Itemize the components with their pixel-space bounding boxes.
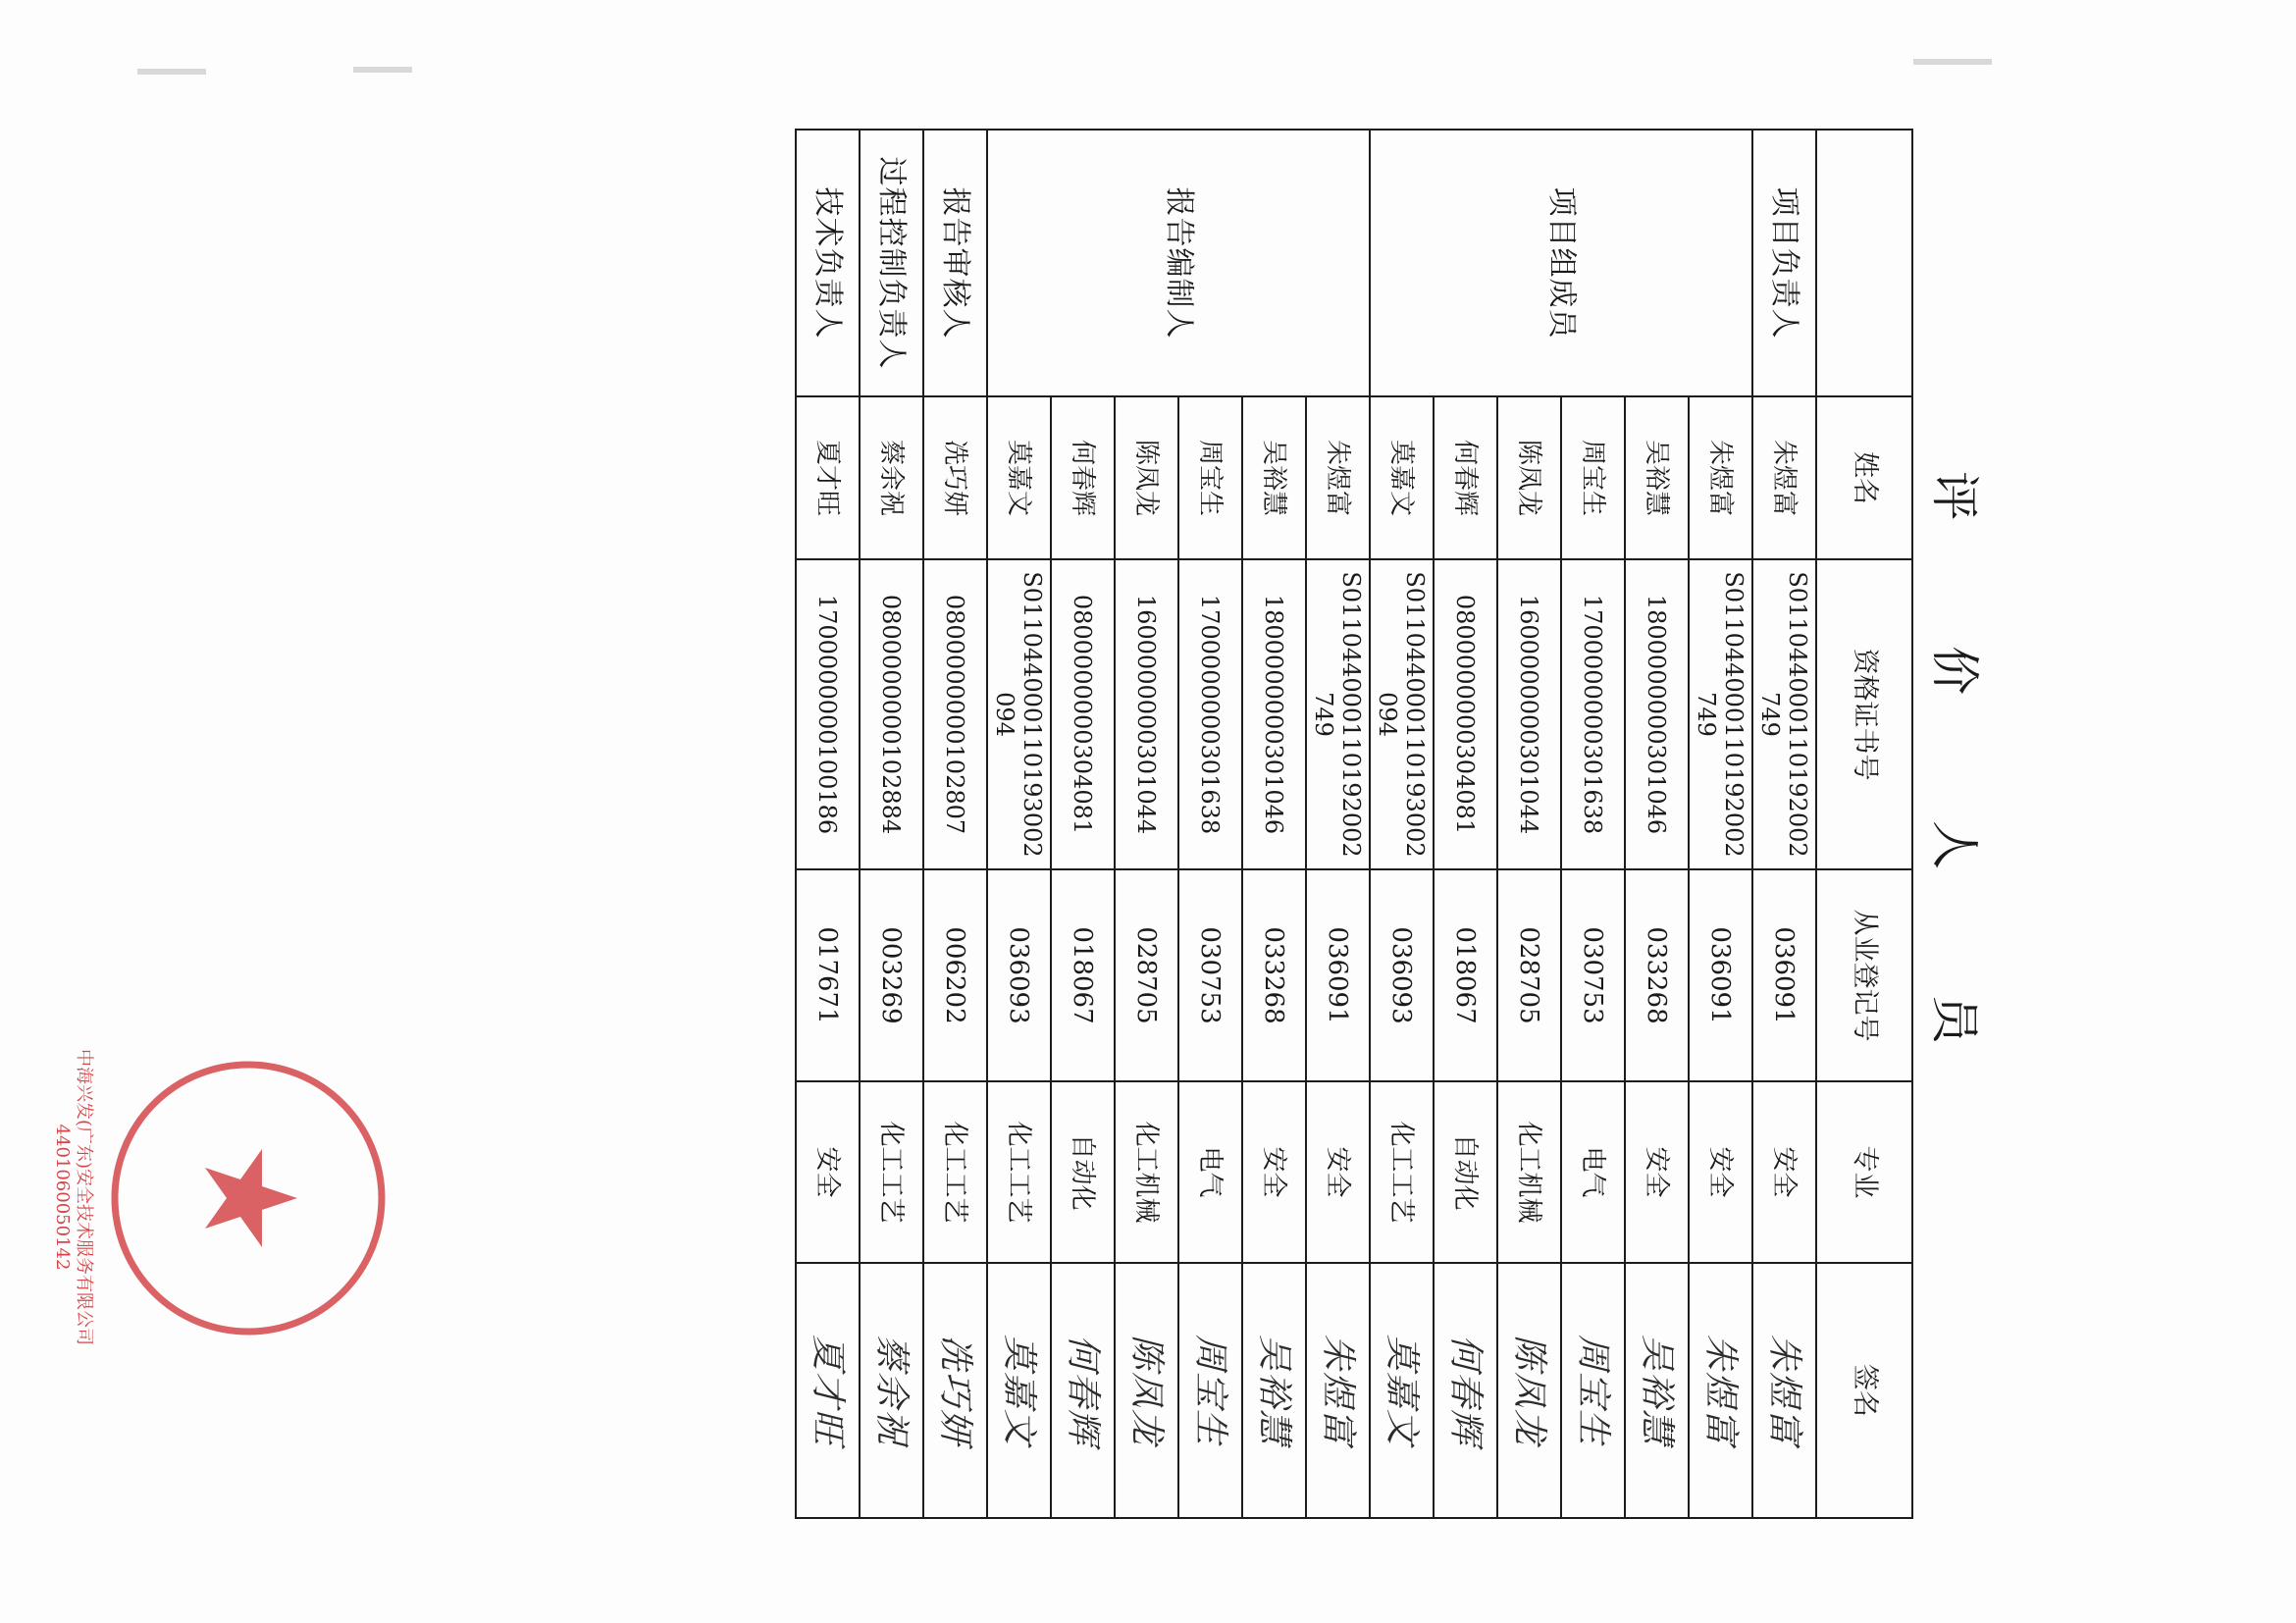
spec-cell: 自动化 xyxy=(1434,1081,1497,1263)
reg-cell: 030753 xyxy=(1178,869,1242,1081)
cert-cell: 1800000000301046 xyxy=(1242,559,1306,869)
cert-cell: 0800000000102884 xyxy=(860,559,923,869)
reg-cell: 030753 xyxy=(1561,869,1625,1081)
spec-cell: 化工机械 xyxy=(1115,1081,1178,1263)
name-cell: 周宝生 xyxy=(1561,396,1625,559)
signature-cell: 周宝生 xyxy=(1178,1263,1242,1518)
spec-cell: 电气 xyxy=(1561,1081,1625,1263)
reg-cell: 036093 xyxy=(1370,869,1434,1081)
reg-cell: 028705 xyxy=(1497,869,1561,1081)
name-cell: 吴裕慧 xyxy=(1625,396,1689,559)
signature-cell: 莫嘉文 xyxy=(1370,1263,1434,1518)
signature-cell: 陈凤龙 xyxy=(1497,1263,1561,1518)
signature-cell: 朱煜富 xyxy=(1689,1263,1752,1518)
signature-cell: 莫嘉文 xyxy=(987,1263,1051,1518)
signature-cell: 朱煜富 xyxy=(1752,1263,1816,1518)
cert-cell: 1800000000301046 xyxy=(1625,559,1689,869)
spec-cell: 化工机械 xyxy=(1497,1081,1561,1263)
evaluator-table xyxy=(795,129,1913,1519)
cert-cell: 1700000000100186 xyxy=(796,559,860,869)
reg-cell: 033268 xyxy=(1242,869,1306,1081)
role-cell: 项目负责人 xyxy=(1752,130,1816,396)
signature-cell: 何春辉 xyxy=(1051,1263,1115,1518)
reg-cell: 036093 xyxy=(987,869,1051,1081)
name-cell: 何春辉 xyxy=(1434,396,1497,559)
signature-cell: 吴裕慧 xyxy=(1242,1263,1306,1518)
table-row xyxy=(923,130,987,1518)
spec-cell: 安全 xyxy=(796,1081,860,1263)
header-cell-name: 姓名 xyxy=(1816,396,1912,559)
reg-cell: 033268 xyxy=(1625,869,1689,1081)
reg-cell: 018067 xyxy=(1434,869,1497,1081)
signature-cell: 周宝生 xyxy=(1561,1263,1625,1518)
role-cell: 报告编制人 xyxy=(987,130,1370,396)
spec-cell: 安全 xyxy=(1242,1081,1306,1263)
seal-number-text: 4401060050142 xyxy=(52,1124,73,1271)
cert-cell: 1600000000301044 xyxy=(1115,559,1178,869)
seal-star-icon xyxy=(205,1149,297,1247)
spec-cell: 化工工艺 xyxy=(860,1081,923,1263)
spec-cell: 电气 xyxy=(1178,1081,1242,1263)
reg-cell: 036091 xyxy=(1752,869,1816,1081)
reg-cell: 017671 xyxy=(796,869,860,1081)
role-cell: 报告审核人 xyxy=(923,130,987,396)
header-cell-reg: 从业登记号 xyxy=(1816,869,1912,1081)
role-cell: 项目组成员 xyxy=(1370,130,1752,396)
name-cell: 朱煜富 xyxy=(1689,396,1752,559)
spec-cell: 化工工艺 xyxy=(987,1081,1051,1263)
name-cell: 陈凤龙 xyxy=(1497,396,1561,559)
reg-cell: 003269 xyxy=(860,869,923,1081)
spec-cell: 化工工艺 xyxy=(1370,1081,1434,1263)
signature-cell: 何春辉 xyxy=(1434,1263,1497,1518)
cert-cell: 0800000000102807 xyxy=(923,559,987,869)
reg-cell: 036091 xyxy=(1689,869,1752,1081)
name-cell: 蔡余祝 xyxy=(860,396,923,559)
seal-company-text: 中海兴发(广东)安全技术服务有限公司 xyxy=(74,1048,94,1346)
table-header-row xyxy=(1816,130,1912,1518)
seal-caption xyxy=(52,1021,98,1374)
cert-cell: 0800000000304081 xyxy=(1051,559,1115,869)
spec-cell: 安全 xyxy=(1752,1081,1816,1263)
cert-cell: 0800000000304081 xyxy=(1434,559,1497,869)
table-row xyxy=(1752,130,1816,1518)
spec-cell: 自动化 xyxy=(1051,1081,1115,1263)
reg-cell: 028705 xyxy=(1115,869,1178,1081)
cert-cell: S011044000110192002749 xyxy=(1306,559,1370,869)
cert-cell: S011044000110192002749 xyxy=(1689,559,1752,869)
signature-cell: 夏才旺 xyxy=(796,1263,860,1518)
header-cell-sign: 签名 xyxy=(1816,1263,1912,1518)
name-cell: 吴裕慧 xyxy=(1242,396,1306,559)
cert-cell: 1600000000301044 xyxy=(1497,559,1561,869)
table-row xyxy=(796,130,860,1518)
name-cell: 朱煜富 xyxy=(1752,396,1816,559)
signature-cell: 朱煜富 xyxy=(1306,1263,1370,1518)
signature-cell: 冼巧妍 xyxy=(923,1263,987,1518)
company-seal xyxy=(106,1056,391,1340)
cert-cell: 1700000000301638 xyxy=(1561,559,1625,869)
name-cell: 莫嘉文 xyxy=(987,396,1051,559)
cert-cell: S011044000110192002749 xyxy=(1752,559,1816,869)
signature-cell: 蔡余祝 xyxy=(860,1263,923,1518)
name-cell: 陈凤龙 xyxy=(1115,396,1178,559)
reg-cell: 036091 xyxy=(1306,869,1370,1081)
spec-cell: 安全 xyxy=(1306,1081,1370,1263)
header-cell-spec: 专业 xyxy=(1816,1081,1912,1263)
name-cell: 夏才旺 xyxy=(796,396,860,559)
header-cell-blank xyxy=(1816,130,1912,396)
name-cell: 周宝生 xyxy=(1178,396,1242,559)
table-row xyxy=(1306,130,1370,1518)
reg-cell: 018067 xyxy=(1051,869,1115,1081)
name-cell: 冼巧妍 xyxy=(923,396,987,559)
header-cell-cert: 资格证书号 xyxy=(1816,559,1912,869)
cert-cell: S011044000110193002094 xyxy=(1370,559,1434,869)
role-cell: 过程控制负责人 xyxy=(860,130,923,396)
signature-cell: 吴裕慧 xyxy=(1625,1263,1689,1518)
cert-cell: S011044000110193002094 xyxy=(987,559,1051,869)
table-row xyxy=(1689,130,1752,1518)
cert-cell: 1700000000301638 xyxy=(1178,559,1242,869)
role-cell: 技术负责人 xyxy=(796,130,860,396)
document-title: 评 价 人 员 xyxy=(1926,471,1983,1099)
name-cell: 何春辉 xyxy=(1051,396,1115,559)
spec-cell: 安全 xyxy=(1625,1081,1689,1263)
name-cell: 莫嘉文 xyxy=(1370,396,1434,559)
reg-cell: 006202 xyxy=(923,869,987,1081)
name-cell: 朱煜富 xyxy=(1306,396,1370,559)
spec-cell: 化工工艺 xyxy=(923,1081,987,1263)
spec-cell: 安全 xyxy=(1689,1081,1752,1263)
table-row xyxy=(860,130,923,1518)
signature-cell: 陈凤龙 xyxy=(1115,1263,1178,1518)
